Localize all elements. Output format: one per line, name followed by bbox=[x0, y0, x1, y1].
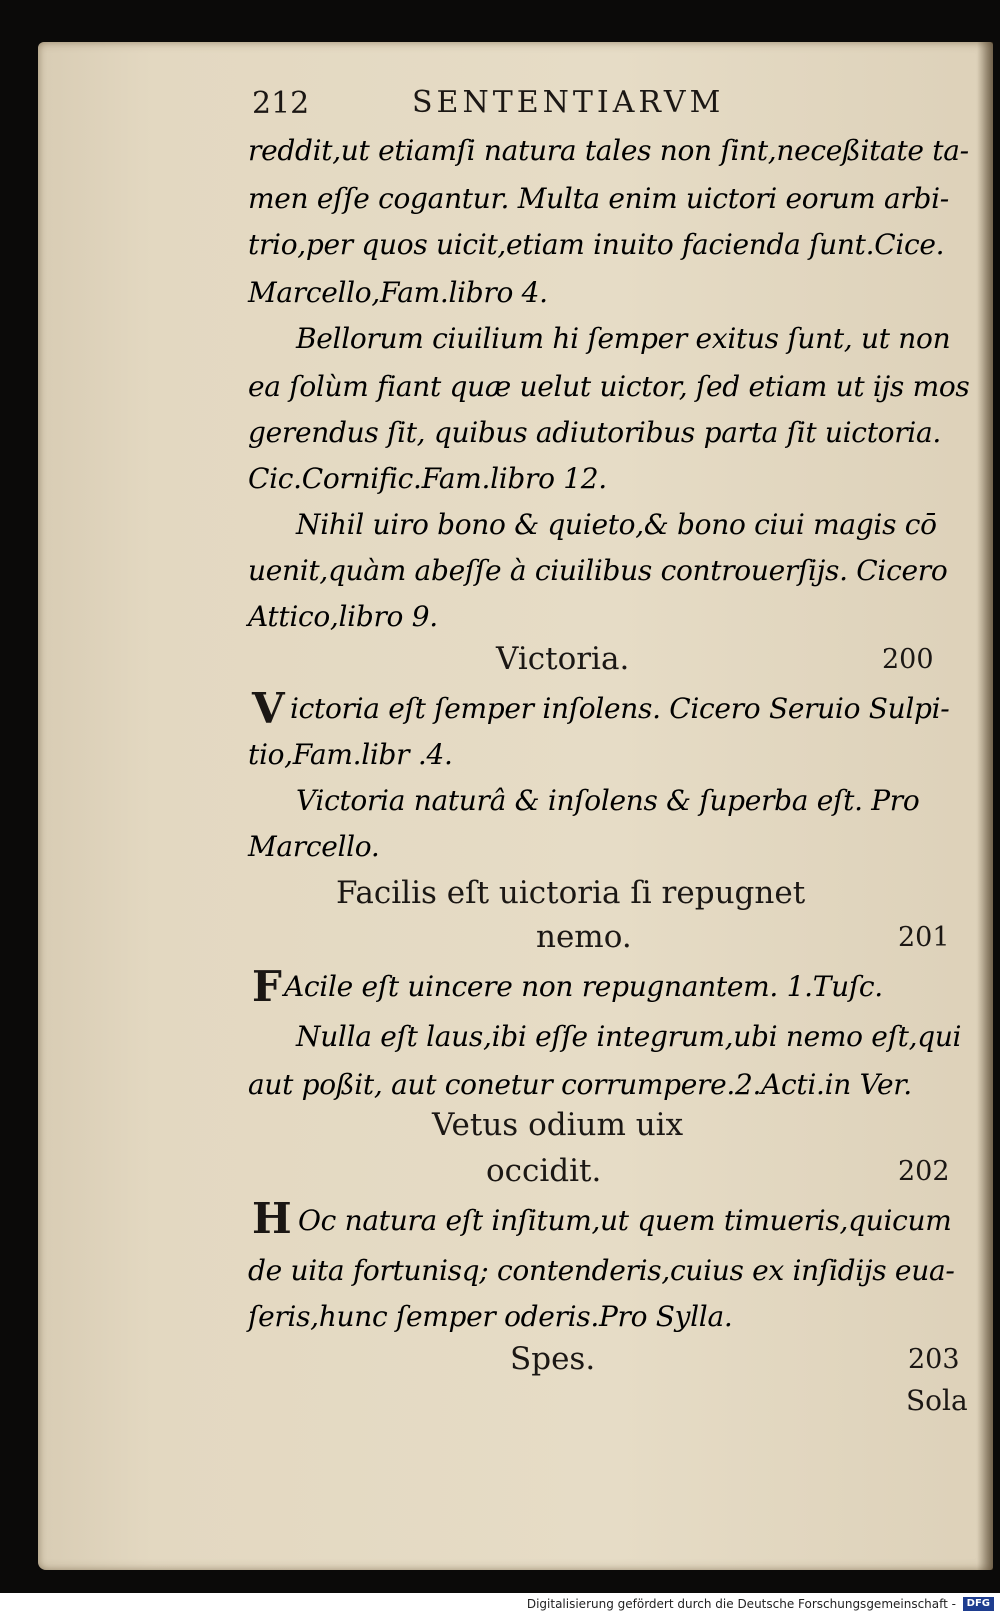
dfg-logo: DFG bbox=[963, 1597, 994, 1611]
text-line: uenit,quàm abeſſe à ciuilibus controuerſijs. Cicero bbox=[248, 554, 948, 587]
drop-initial: H bbox=[252, 1194, 292, 1243]
section-number: 201 bbox=[898, 922, 950, 953]
section-heading: occidit. bbox=[486, 1153, 602, 1189]
text-line: de uita fortunisq; contenderis,cuius ex inſidijs eua- bbox=[248, 1254, 955, 1287]
section-number: 202 bbox=[898, 1156, 950, 1187]
text-line: reddit,ut etiamſi natura tales non ſint,neceßitate ta- bbox=[248, 134, 969, 167]
text-line: Cic.Cornific.Fam.libro 12. bbox=[248, 462, 607, 495]
page-number: 212 bbox=[252, 86, 310, 121]
text-line: Attico,libro 9. bbox=[248, 600, 438, 633]
text-line: ictoria eſt ſemper inſolens. Cicero Seruio Sulpi- bbox=[290, 692, 950, 725]
text-line: Bellorum ciuilium hi ſemper exitus ſunt, ut non bbox=[296, 322, 951, 355]
text-line: Marcello,Fam.libro 4. bbox=[248, 276, 548, 309]
section-number: 203 bbox=[908, 1344, 960, 1375]
catchword: Sola bbox=[906, 1384, 968, 1417]
text-line: Nulla eſt laus,ibi eſſe integrum,ubi nemo eſt,qui bbox=[296, 1020, 962, 1053]
credit-text: Digitalisierung gefördert durch die Deutsche Forschungsgemeinschaft - bbox=[526, 1597, 956, 1611]
text-line: Acile eſt uincere non repugnantem. 1.Tuſc. bbox=[284, 970, 883, 1003]
text-line: men eſſe cogantur. Multa enim uictori eorum arbi- bbox=[248, 182, 949, 215]
text-line: tio,Fam.libr .4. bbox=[248, 738, 453, 771]
text-line: trio,per quos uicit,etiam inuito facienda ſunt.Cice. bbox=[248, 228, 945, 261]
section-heading: Facilis eſt uictoria ſi repugnet bbox=[336, 875, 806, 911]
drop-initial: F bbox=[252, 962, 282, 1011]
digitization-credit-bar bbox=[0, 1593, 1000, 1615]
drop-initial: V bbox=[252, 684, 285, 733]
section-heading: Spes. bbox=[510, 1341, 596, 1377]
text-line: aut poßit, aut conetur corrumpere.2.Acti.in Ver. bbox=[248, 1068, 912, 1101]
text-line: Victoria naturâ & inſolens & ſuperba eſt. Pro bbox=[296, 784, 920, 817]
section-heading: Victoria. bbox=[496, 641, 630, 677]
text-line: Nihil uiro bono & quieto,& bono ciui magis cō bbox=[296, 508, 937, 541]
section-heading: nemo. bbox=[536, 919, 632, 955]
text-line: gerendus ſit, quibus adiutoribus parta ſit uictoria. bbox=[248, 416, 941, 449]
section-number: 200 bbox=[882, 644, 934, 675]
running-title: SENTENTIARVM bbox=[412, 85, 725, 120]
text-line: Oc natura eſt inſitum,ut quem timueris,quicum bbox=[298, 1204, 952, 1237]
section-heading: Vetus odium uix bbox=[432, 1107, 684, 1143]
text-line: ea ſolùm fiant quæ uelut uictor, ſed etiam ut ijs mos bbox=[248, 370, 970, 403]
page-edge-shadow bbox=[977, 42, 993, 1570]
text-line: Marcello. bbox=[248, 830, 380, 863]
text-line: ſeris,hunc ſemper oderis.Pro Sylla. bbox=[248, 1300, 733, 1333]
